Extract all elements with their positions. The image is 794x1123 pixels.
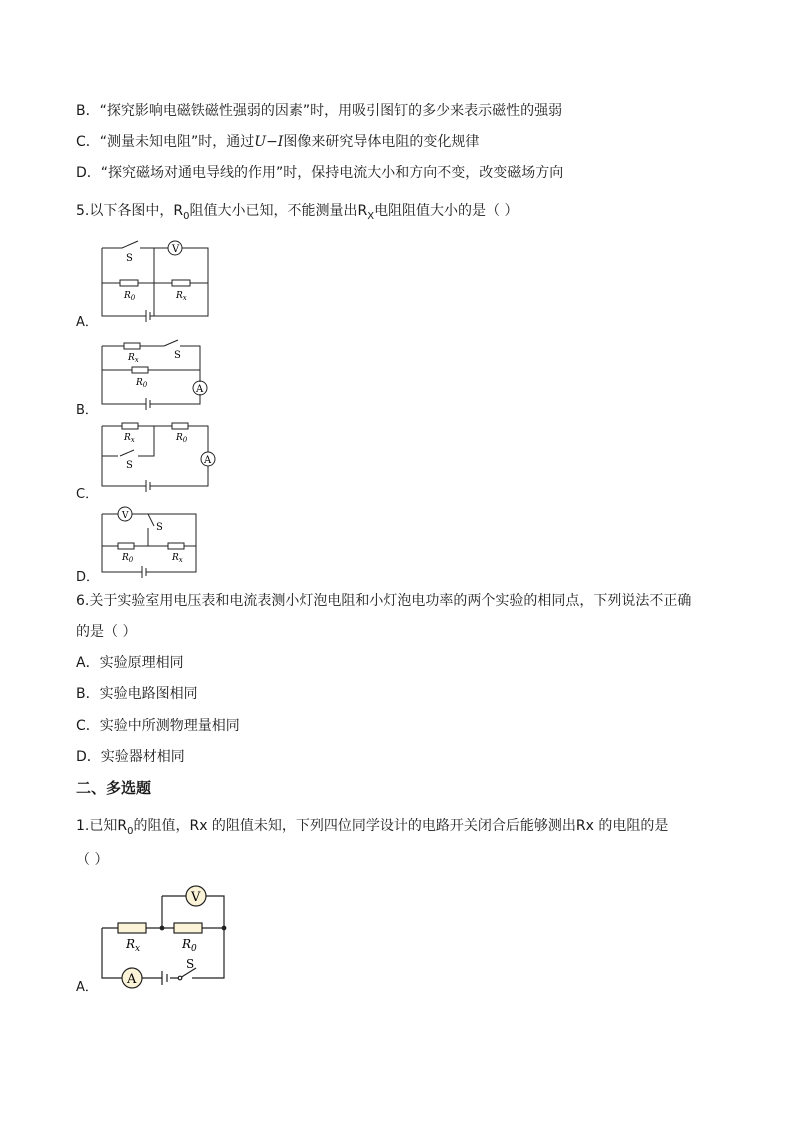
q5b-ammeter-label: A (196, 384, 204, 395)
q5d-switch-label: S (156, 522, 163, 533)
q5-label-c: C． (76, 487, 99, 502)
q6-stem-line1: 6.关于实验室用电压表和电流表测小灯泡电阻和小灯泡电功率的两个实验的相同点，下列说法不正确 (76, 593, 692, 609)
q5-circuit-b (96, 338, 216, 416)
mq1-stem-line1 (76, 816, 668, 842)
svg-text:R0: $R_0$ (176, 433, 188, 444)
mq1-mid: 的阻值，Rx 的阻值未知，下列四位同学设计的电路开关闭合后能够测出Rx 的电阻的是 (133, 818, 669, 834)
q4-option-c (76, 132, 479, 152)
q6-option-d: D．实验器材相同 (76, 749, 185, 765)
q5a-voltmeter-label: V (172, 244, 180, 255)
mq1-stem-line2: （ ） (76, 852, 109, 868)
mq1a-switch-label: S (186, 957, 195, 971)
svg-text:Rx: $R_x$ (176, 291, 187, 302)
q6-option-b: B．实验电路图相同 (76, 686, 198, 702)
mq1-r0-sub: 0 (127, 825, 134, 837)
svg-text:R0: $R_0$ (122, 553, 134, 564)
q4-option-c-math: U−I (254, 134, 284, 150)
q5-mid: 阻值大小已知，不能测量出 (189, 203, 358, 219)
q6-option-a: A．实验原理相同 (76, 655, 184, 671)
q5-r0: R (173, 203, 184, 219)
mq1a-voltmeter-label: V (191, 890, 201, 905)
q5a-switch-label: S (126, 253, 133, 264)
q4-option-b: B．“探究影响电磁铁磁性强弱的因素”时，用吸引图钉的多少来表示磁性的强弱 (76, 103, 563, 119)
q5-prefix: 5.以下各图中， (76, 203, 174, 219)
q5-stem (76, 201, 519, 227)
q5d-voltmeter-label: V (122, 511, 129, 521)
svg-text:Rx: $R_x$ (126, 937, 141, 954)
q5-r0-sub: 0 (183, 210, 190, 222)
q5c-switch-label: S (126, 460, 133, 471)
svg-text:Rx: $R_x$ (172, 553, 183, 564)
q4-option-c-prefix: C．“测量未知电阻”时，通过 (76, 134, 255, 150)
svg-text:R0: $R_0$ (124, 291, 136, 302)
q5-circuit-a (96, 236, 216, 328)
q5-label-b: B． (76, 403, 98, 418)
mq1-prefix: 1.已知 (76, 818, 118, 834)
svg-text:Rx: $R_x$ (128, 353, 139, 364)
svg-text:R0: $R_0$ (182, 937, 197, 954)
section-heading-multiple-choice: 二、多选题 (76, 779, 152, 797)
q5-rx-sub: X (367, 210, 375, 222)
q6-stem-line2: 的是（ ） (76, 624, 137, 640)
mq1a-ammeter-label: A (127, 972, 137, 987)
mq1-circuit-a (96, 880, 232, 992)
svg-text:Rx: $R_x$ (124, 433, 135, 444)
q5-circuit-c (96, 420, 220, 496)
q6-option-c: C．实验中所测物理量相同 (76, 718, 240, 734)
q5-suffix: 电阻阻值大小的是（ ） (374, 203, 519, 219)
q5-label-a: A． (76, 315, 98, 330)
q4-option-c-suffix: 图像来研究导体电阻的变化规律 (283, 134, 480, 150)
q5-label-d: D． (76, 570, 100, 585)
q5-circuit-d (96, 504, 204, 580)
q5-rx: R (357, 203, 368, 219)
svg-text:R0: $R_0$ (136, 378, 148, 389)
mq1-r0: R (117, 818, 128, 834)
q4-option-d: D．“探究磁场对通电导线的作用”时，保持电流大小和方向不变，改变磁场方向 (76, 165, 564, 181)
q5c-ammeter-label: A (204, 455, 212, 466)
q5b-switch-label: S (174, 350, 181, 361)
mq1-label-a: A． (76, 980, 98, 995)
